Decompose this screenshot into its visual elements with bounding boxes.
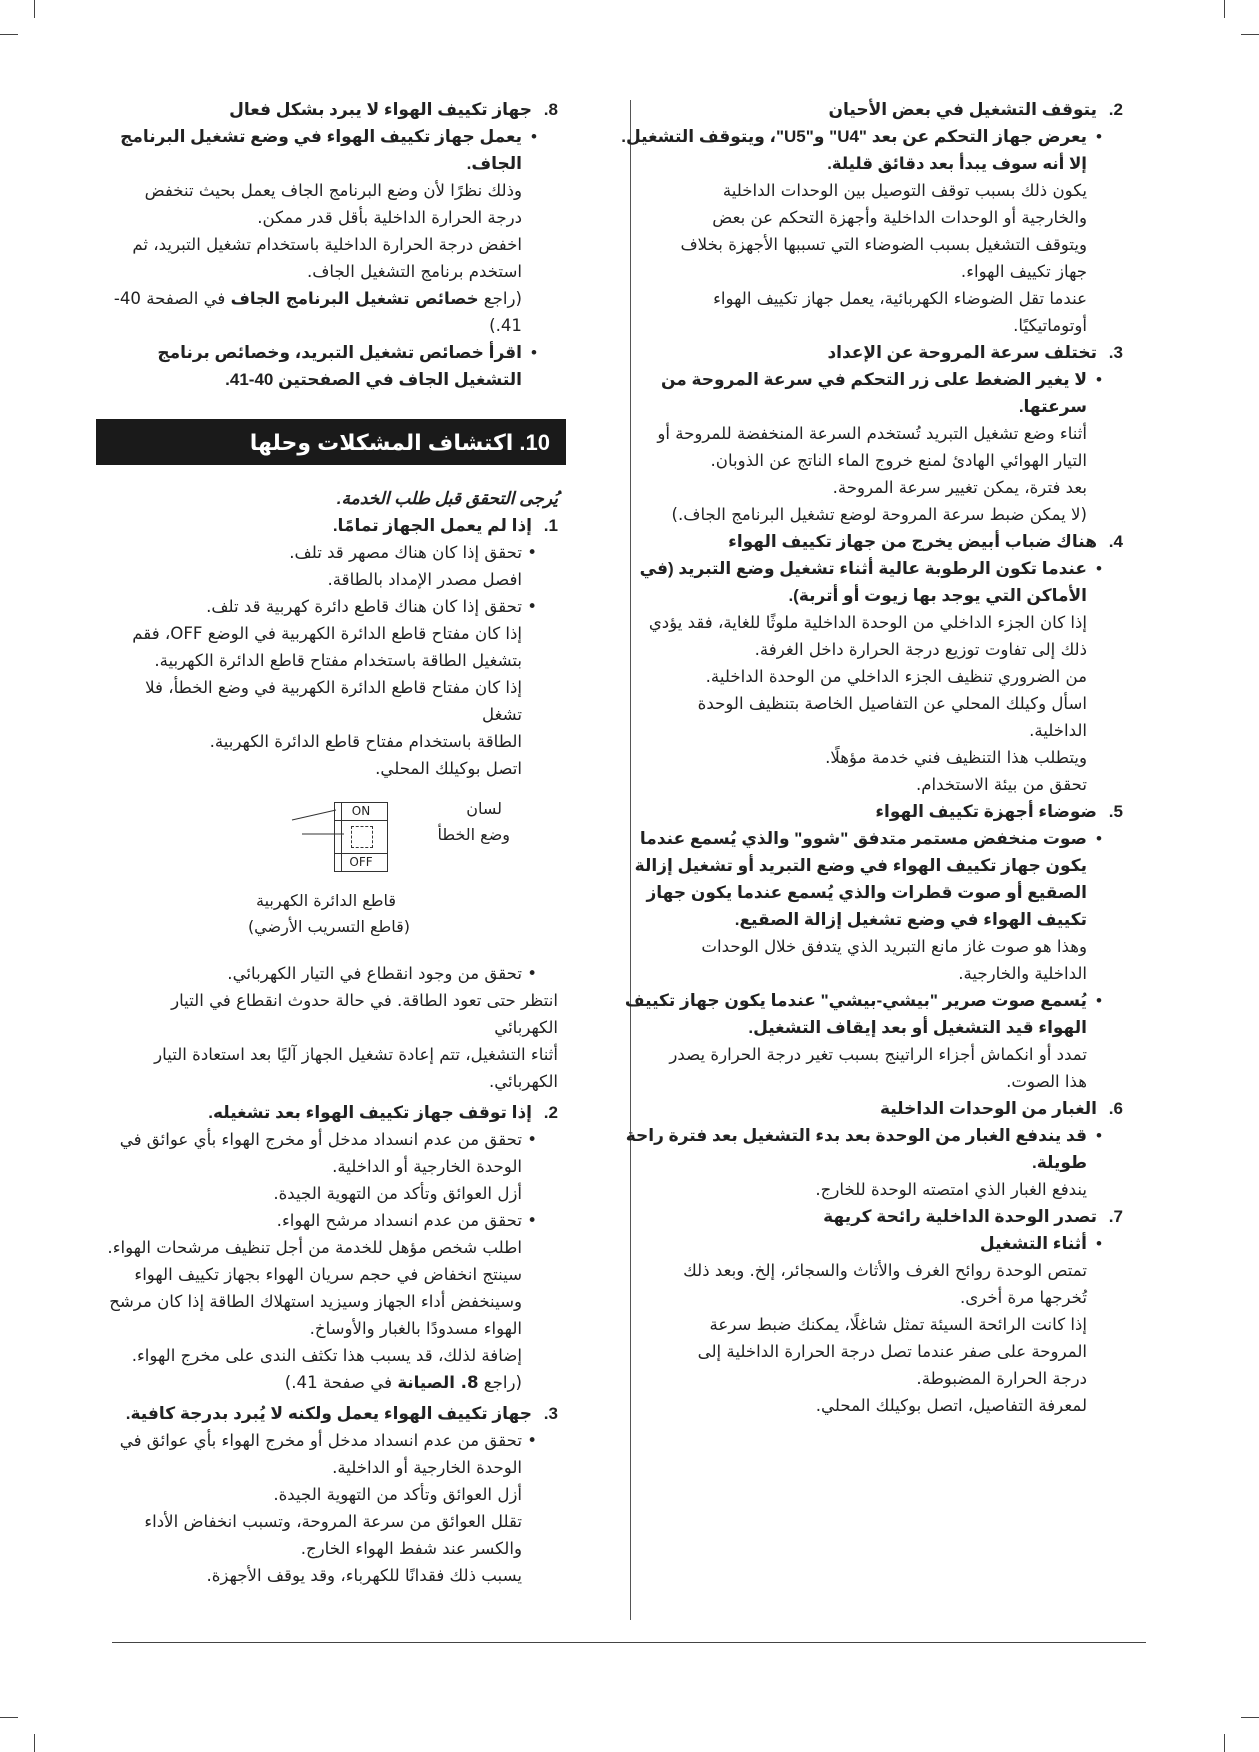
s1-heading: 1.إذا لم يعمل الجهاز تمامًا.	[332, 516, 558, 535]
footer-rule	[112, 1642, 1146, 1643]
intro-text: يُرجى التحقق قبل طلب الخدمة.	[336, 489, 558, 508]
text-line: ذلك إلى تفاوت توزيع درجة الحرارة داخل الغرفة.	[754, 640, 1087, 659]
text-line: من الضروري تنظيف الجزء الداخلي من الوحدة الداخلية.	[705, 667, 1087, 686]
item-2-bullet: • يعرض جهاز التحكم عن بعد "U4" و"U5"، ويتوقف التشغيل.	[603, 123, 1123, 150]
item-8-reference: (راجع خصائص تشغيل البرنامج الجاف في الصفحة 40-41.)	[113, 289, 522, 335]
text-line: هذا الصوت.	[1006, 1072, 1087, 1091]
text-line: تمتص الوحدة روائح الغرف والأثاث والسجائر، إلخ. وبعد ذلك	[683, 1261, 1087, 1280]
s1-bullet-1: • تحقق إذا كان هناك مصهر قد تلف.	[104, 539, 558, 566]
text-line: تُخرجها مرة أخرى.	[959, 1288, 1087, 1307]
s1-bullet-2-text	[104, 620, 558, 782]
text-line: افصل مصدر الإمداد بالطاقة.	[327, 570, 522, 589]
item-2-bullet-subtitle: إلا أنه سوف يبدأ بعد دقائق قليلة.	[827, 154, 1087, 173]
text-line: الوحدة الخارجية أو الداخلية.	[332, 1458, 522, 1477]
item-2-bullet-text	[603, 177, 1123, 339]
item-5-bullet-text	[603, 1041, 1123, 1095]
s2-bullet-1: • تحقق من عدم انسداد مدخل أو مخرج الهواء بأي عوائق في	[104, 1126, 558, 1153]
item-5-heading: 5.ضوضاء أجهزة تكييف الهواء	[875, 802, 1123, 821]
text-line: انتظر حتى تعود الطاقة. في حالة حدوث انقطاع في التيار الكهربائي	[171, 991, 558, 1037]
text-line: ويتطلب هذا التنظيف فني خدمة مؤهلًا.	[825, 748, 1087, 767]
crop-mark	[34, 0, 35, 18]
text-line: عندما تقل الضوضاء الكهربائية، يعمل جهاز تكييف الهواء	[713, 289, 1087, 308]
fault-position-label: وضع الخطأ	[437, 825, 510, 844]
tab-label: لسان	[466, 799, 502, 818]
text-line: الوحدة الخارجية أو الداخلية.	[332, 1157, 522, 1176]
text-line: الطاقة باستخدام مفتاح قاطع الدائرة الكهربية.	[209, 732, 522, 751]
text-line: إذا كان مفتاح قاطع الدائرة الكهربية في وضع الخطأ، فلا تشغل	[145, 678, 522, 724]
text-line: أزل العوائق وتأكد من التهوية الجيدة.	[273, 1485, 522, 1504]
item-6-bullet: • قد يندفع الغبار من الوحدة بعد بدء التشغيل بعد فترة راحة طويلة.	[603, 1122, 1123, 1176]
text-line: تقلل العوائق من سرعة المروحة، وتسبب انخفاض الأداء	[144, 1512, 522, 1531]
breaker-caption-sub: (قاطع التسريب الأرضي)	[247, 917, 410, 936]
item-4-heading: 4.هناك ضباب أبيض يخرج من جهاز تكييف الهواء	[728, 532, 1123, 551]
text-line: درجة الحرارة الداخلية بأقل قدر ممكن.	[257, 208, 522, 227]
item-3-heading: 3.تختلف سرعة المروحة عن الإعداد	[827, 343, 1123, 362]
text-line: بتشغيل الطاقة باستخدام مفتاح قاطع الدائرة الكهربية.	[154, 651, 522, 670]
text-line: أثناء التشغيل، تتم إعادة تشغيل الجهاز آليًا بعد استعادة التيار	[154, 1045, 558, 1064]
on-label: ON	[335, 803, 387, 821]
text-line: إذا كانت الرائحة السيئة تمثل شاغلًا، يمكنك ضبط سرعة	[709, 1315, 1087, 1334]
text-line: ويتوقف التشغيل بسبب الضوضاء التي تسببها الأجهزة بخلاف	[680, 235, 1087, 254]
item-6-bullet-text	[603, 1176, 1123, 1203]
text-line: أزل العوائق وتأكد من التهوية الجيدة.	[273, 1184, 522, 1203]
item-5-bullet: • صوت منخفض مستمر متدفق "شوو" والذي يُسمع عندما يكون جهاز تكييف الهواء في وضع التبريد أو تشغيل إزالة الصقيع أو صوت قطرات والذي يُسمع عندما يكون جهاز تكييف الهواء في وضع تشغيل إزالة الصقيع.	[603, 825, 1123, 933]
off-label: OFF	[335, 853, 387, 871]
text-line: الداخلية.	[1029, 721, 1087, 740]
crop-mark	[0, 34, 18, 35]
text-line: جهاز تكييف الهواء.	[960, 262, 1087, 281]
text-line: الهواء مسدودًا بالغبار والأوساخ.	[309, 1319, 522, 1338]
s2-bullet-2-text	[104, 1234, 558, 1369]
s1-bullet-3: • تحقق من وجود انقطاع في التيار الكهربائي.	[104, 960, 558, 987]
s1-bullet-2: • تحقق إذا كان هناك قاطع دائرة كهربية قد تلف.	[104, 593, 558, 620]
item-8-bullet-1-text	[104, 177, 558, 285]
item-3-bullet-text	[603, 420, 1123, 528]
s3-heading: 3.جهاز تكييف الهواء يعمل ولكنه لا يُبرد بدرجة كافية.	[125, 1404, 558, 1423]
text-line: الكهربائي.	[488, 1072, 558, 1091]
right-column	[603, 96, 1123, 1419]
item-5-bullet: • يُسمع صوت صرير "بيشي-بيشي" عندما يكون جهاز تكييف الهواء قيد التشغيل أو بعد إيقاف التشغيل.	[603, 987, 1123, 1041]
crop-mark	[0, 1717, 18, 1718]
text-line: إذا كان مفتاح قاطع الدائرة الكهربية في الوضع OFF، فقم	[132, 624, 522, 643]
item-4-bullet-text	[603, 609, 1123, 798]
text-line: أوتوماتيكيًا.	[1013, 316, 1087, 335]
circuit-breaker-figure	[104, 799, 558, 952]
s2-heading: 2.إذا توقف جهاز تكييف الهواء بعد تشغيله.	[208, 1103, 558, 1122]
item-7-bullet-text	[603, 1257, 1123, 1419]
text-line: التيار الهوائي الهادئ لمنع خروج الماء الناتج عن الذوبان.	[710, 451, 1087, 470]
text-line: (لا يمكن ضبط سرعة المروحة لوضع تشغيل البرنامج الجاف.)	[671, 505, 1087, 524]
text-line: يندفع الغبار الذي امتصته الوحدة للخارج.	[815, 1180, 1087, 1199]
item-6-heading: 6.الغبار من الوحدات الداخلية	[879, 1099, 1123, 1118]
item-7-bullet: • أثناء التشغيل	[603, 1230, 1123, 1257]
text-line: وذلك نظرًا لأن وضع البرنامج الجاف يعمل بحيث تنخفض	[144, 181, 522, 200]
text-line: درجة الحرارة المضبوطة.	[916, 1369, 1087, 1388]
item-5-bullet-text	[603, 933, 1123, 987]
s2-bullet-2: • تحقق من عدم انسداد مرشح الهواء.	[104, 1207, 558, 1234]
section-title: 10. اكتشاف المشكلات وحلها	[96, 419, 566, 465]
item-8-bullet-1: • يعمل جهاز تكييف الهواء في وضع تشغيل البرنامج الجاف.	[104, 123, 558, 177]
text-line: تحقق من بيئة الاستخدام.	[915, 775, 1087, 794]
text-line: بعد فترة، يمكن تغيير سرعة المروحة.	[832, 478, 1087, 497]
text-line: الداخلية والخارجية.	[958, 964, 1087, 983]
text-line: اتصل بوكيلك المحلي.	[375, 759, 522, 778]
text-line: المروحة على صفر عندما تصل درجة الحرارة الداخلية إلى	[697, 1342, 1087, 1361]
s3-bullet-1: • تحقق من عدم انسداد مدخل أو مخرج الهواء بأي عوائق في	[104, 1427, 558, 1454]
text-line: أثناء وضع تشغيل التبريد تُستخدم السرعة المنخفضة للمروحة أو	[657, 424, 1087, 443]
text-line: والكسر عند شفط الهواء الخارج.	[300, 1539, 522, 1558]
text-line: وسينخفض أداء الجهاز وسيزيد استهلاك الطاقة إذا كان مرشح	[109, 1292, 522, 1311]
item-2-heading: 2.يتوقف التشغيل في بعض الأحيان	[828, 100, 1123, 119]
item-4-bullet: • عندما تكون الرطوبة عالية أثناء تشغيل وضع التبريد (في الأماكن التي يوجد بها زيوت أو أتربة).	[603, 555, 1123, 609]
text-line: سينتج انخفاض في حجم سريان الهواء بجهاز تكييف الهواء	[134, 1265, 522, 1284]
item-8-bullet-2: • اقرأ خصائص تشغيل التبريد، وخصائص برنامج التشغيل الجاف في الصفحتين 40-41.	[104, 339, 558, 393]
text-line: اخفض درجة الحرارة الداخلية باستخدام تشغيل التبريد، ثم	[132, 235, 522, 254]
left-column	[104, 96, 558, 1589]
crop-mark	[1224, 1734, 1225, 1752]
switch-lever	[351, 826, 373, 848]
text-line: تمدد أو انكماش أجزاء الراتينج بسبب تغير درجة الحرارة يصدر	[669, 1045, 1087, 1064]
s3-bullet-1-text	[104, 1454, 558, 1589]
crop-mark	[34, 1734, 35, 1752]
item-7-heading: 7.تصدر الوحدة الداخلية رائحة كريهة	[823, 1207, 1123, 1226]
text-line: يكون ذلك بسبب توقف التوصيل بين الوحدات الداخلية	[722, 181, 1087, 200]
crop-mark	[1241, 1717, 1259, 1718]
text-line: يسبب ذلك فقدانًا للكهرباء، وقد يوقف الأجهزة.	[206, 1566, 522, 1585]
s1-bullet-3-text	[104, 987, 558, 1095]
crop-mark	[1241, 34, 1259, 35]
text-line: إذا كان الجزء الداخلي من الوحدة الداخلية ملوثًا للغاية، فقد يؤدي	[648, 613, 1087, 632]
s2-reference: (راجع 8. الصيانة في صفحة 41.)	[284, 1373, 522, 1392]
s2-bullet-1-text	[104, 1153, 558, 1207]
s1-bullet-1-text	[104, 566, 558, 593]
text-line: لمعرفة التفاصيل، اتصل بوكيلك المحلي.	[815, 1396, 1087, 1415]
breaker-switch-diagram	[334, 802, 388, 872]
text-line: اطلب شخص مؤهل للخدمة من أجل تنظيف مرشحات الهواء.	[107, 1238, 522, 1257]
breaker-caption: قاطع الدائرة الكهربية	[256, 891, 396, 910]
text-line: والخارجية أو الوحدات الداخلية وأجهزة التحكم عن بعض	[712, 208, 1087, 227]
text-line: اسأل وكيلك المحلي عن التفاصيل الخاصة بتنظيف الوحدة	[697, 694, 1087, 713]
item-8-heading: 8.جهاز تكييف الهواء لا يبرد بشكل فعال	[229, 100, 558, 119]
text-line: وهذا هو صوت غاز مانع التبريد الذي يتدفق خلال الوحدات	[701, 937, 1087, 956]
crop-mark	[1224, 0, 1225, 18]
text-line: استخدم برنامج التشغيل الجاف.	[306, 262, 522, 281]
text-line: إضافة لذلك، قد يسبب هذا تكثف الندى على مخرج الهواء.	[131, 1346, 522, 1365]
item-3-bullet: • لا يغير الضغط على زر التحكم في سرعة المروحة من سرعتها.	[603, 366, 1123, 420]
